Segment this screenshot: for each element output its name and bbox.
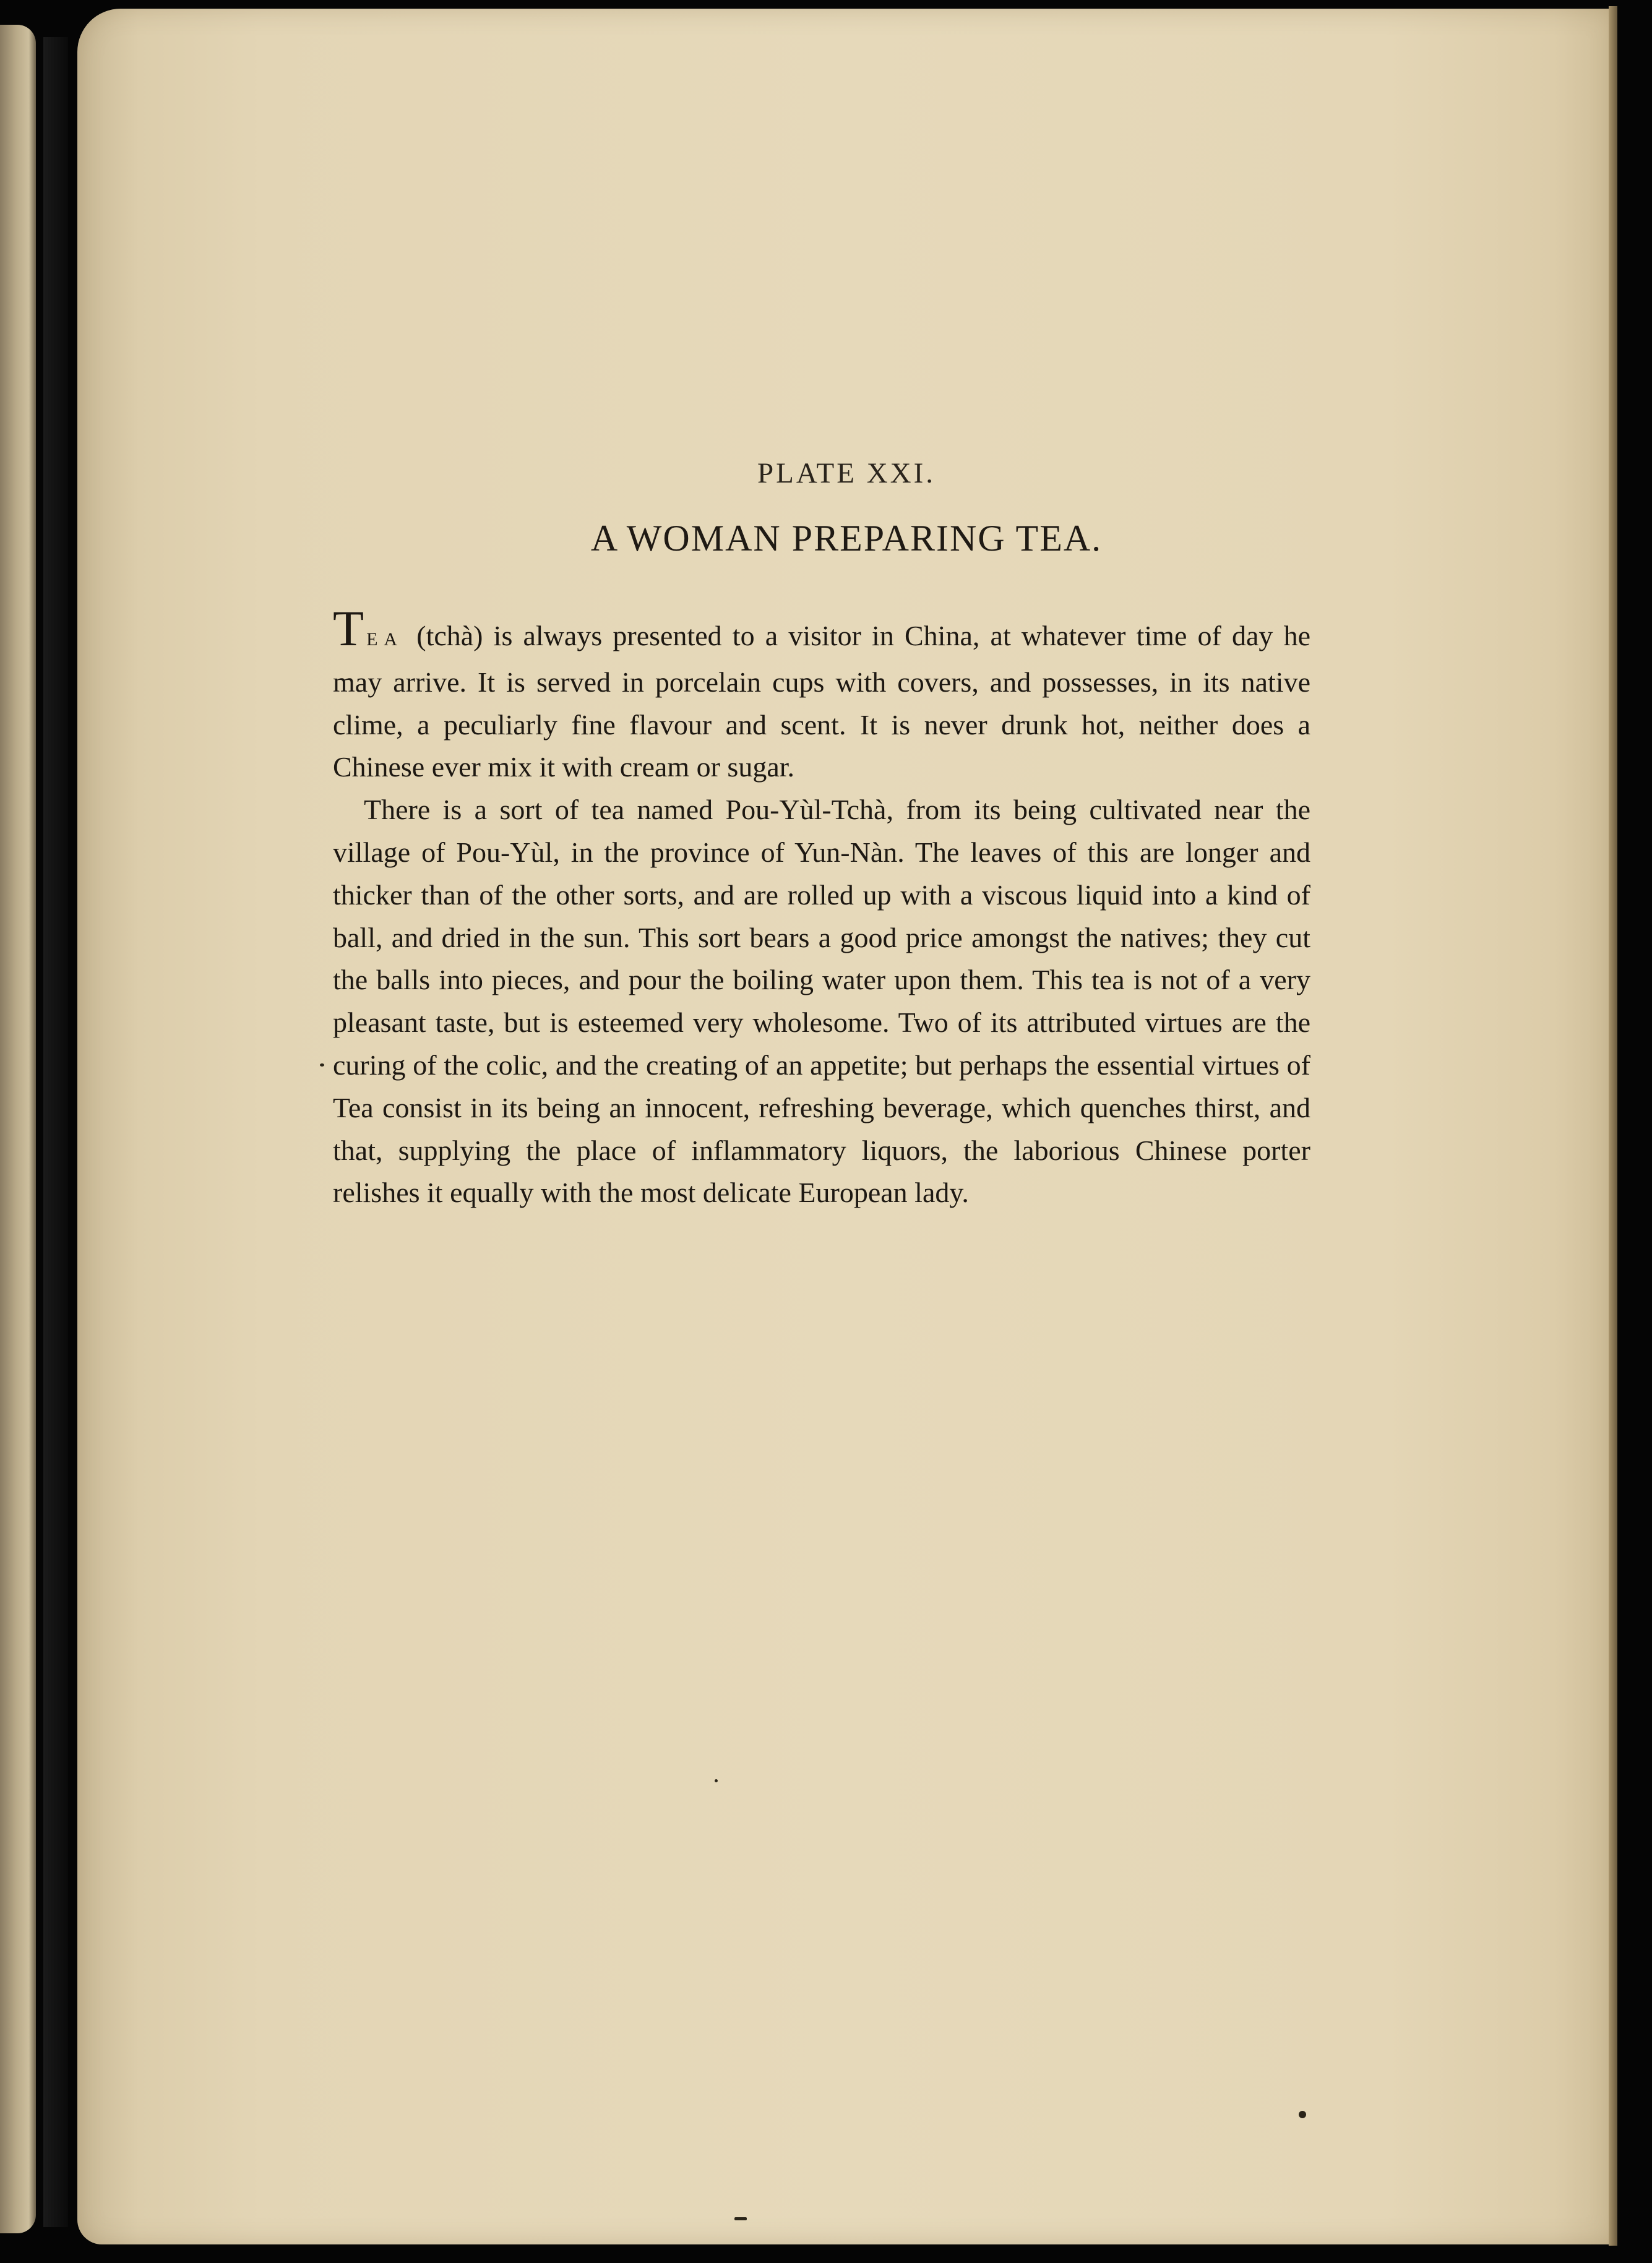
ink-speck (320, 1063, 324, 1067)
paragraph-1-text: (tchà) is always presented to a visitor in China, at whatever time of day he may arrive. It is served in porcelain cups with covers, and possesses, in its native clime, a peculiarly fine flavour and scent. It is never drunk hot, neither does a Chinese ever mix it with cream or sugar. (333, 620, 1310, 783)
plate-subtitle: A WOMAN PREPARING TEA. (590, 518, 1103, 559)
plate-title: PLATE XXI. (757, 457, 936, 489)
book-page (77, 9, 1615, 2244)
ink-speck (1299, 2111, 1306, 2118)
page-right-edge (1609, 6, 1617, 2246)
ink-speck (715, 1779, 718, 1782)
book-gutter (43, 37, 68, 2227)
facing-page-edge (0, 25, 36, 2233)
drop-cap: T (333, 600, 367, 656)
small-caps: EA (366, 629, 404, 650)
ink-speck (734, 2217, 747, 2220)
paragraph-2: There is a sort of tea named Pou-Yùl-Tchà, from its being cultivated near the village of Pou-Yùl, in the province of Yun-Nàn. The leaves of this are longer and thicker than of the other sorts, and are rolled up with a viscous liquid into a kind of ball, and dried in the sun. This sort bears a good price amongst the natives; they cut the balls into pieces, and pour the boiling water upon them. This tea is not of a very pleasant taste, but is esteemed very wholesome. Two of its attributed virtues are the curing of the colic, and the creating of an appetite; but perhaps the essential virtues of Tea consist in its being an innocent, refreshing beverage, which quenches thirst, and that, supplying the place of inflammatory liquors, the laborious Chinese porter relishes it equally with the most delicate European lady. (333, 794, 1310, 1209)
body-text (333, 600, 1310, 1214)
paragraph-1 (333, 600, 1310, 789)
